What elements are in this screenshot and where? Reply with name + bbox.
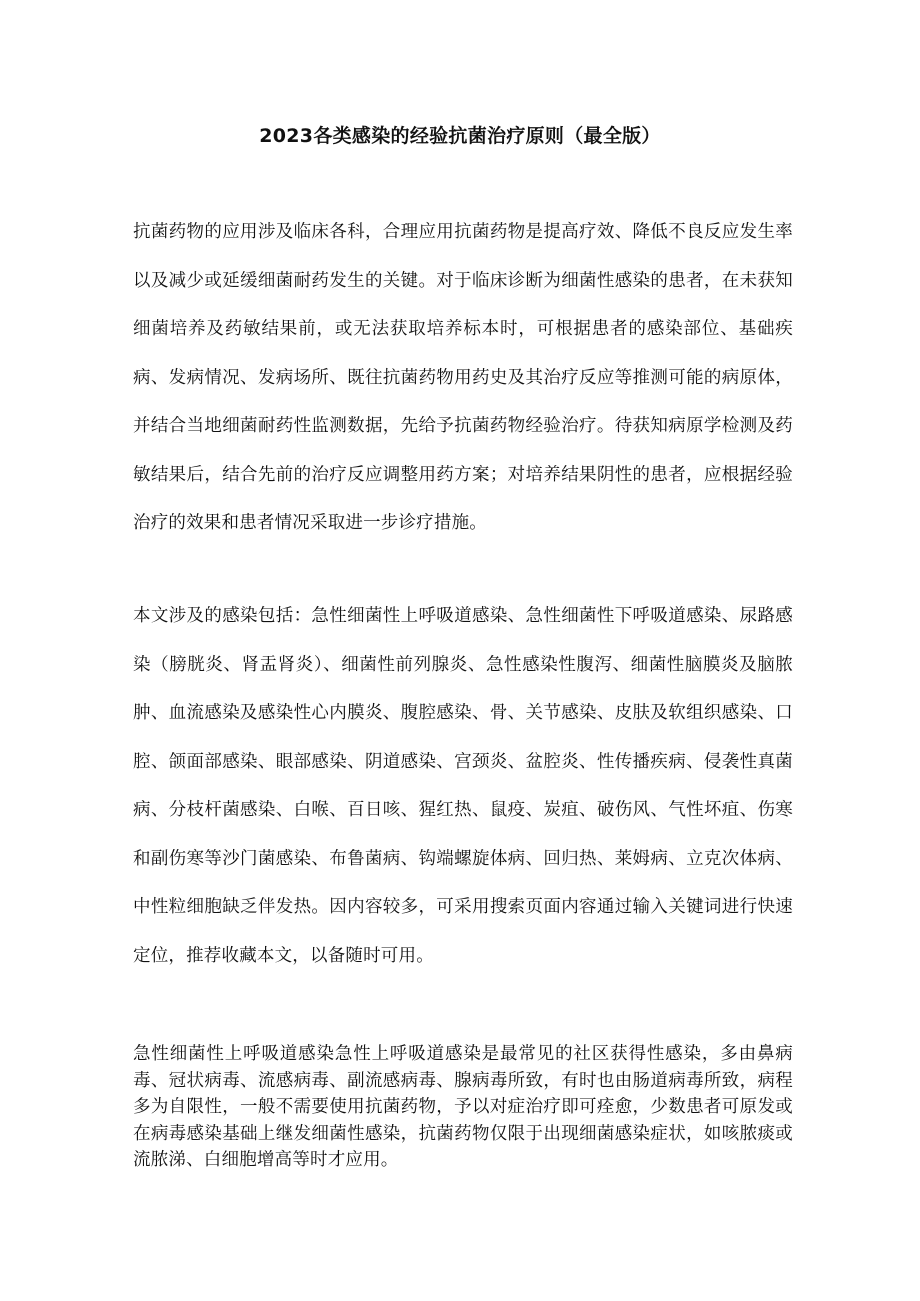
paragraph-upper-respiratory: 急性细菌性上呼吸道感染急性上呼吸道感染是最常见的社区获得性感染，多由鼻病毒、冠状病毒、流感病毒、副流感病毒、腺病毒所致，有时也由肠道病毒所致，病程多为自限性，一般不需要使用抗菌药物，予以对症治疗即可痊愈，少数患者可原发或在病毒感染基础上继发细菌性感染，抗菌药物仅限于出现细菌感染症状，如咳脓痰或流脓涕、白细胞增高等时才应用。 [133, 1044, 793, 1170]
paragraph-scope: 本文涉及的感染包括：急性细菌性上呼吸道感染、急性细菌性下呼吸道感染、尿路感染（膀胱炎、肾盂肾炎）、细菌性前列腺炎、急性感染性腹泻、细菌性脑膜炎及脑脓肿、血流感染及感染性心内膜炎、腹腔感染、骨、关节感染、皮肤及软组织感染、口腔、颌面部感染、眼部感染、阴道感染、宫颈炎、盆腔炎、性传播疾病、侵袭性真菌病、分枝杆菌感染、白喉、百日咳、猩红热、鼠疫、炭疽、破伤风、气性坏疽、伤寒和副伤寒等沙门菌感染、布鲁菌病、钩端螺旋体病、回归热、莱姆病、立克次体病、中性粒细胞缺乏伴发热。因内容较多，可采用搜索页面内容通过输入关键词进行快速定位，推荐收藏本文，以备随时可用。 [133, 606, 793, 966]
document-title: 2023各类感染的经验抗菌治疗原则（最全版） [259, 125, 661, 147]
paragraph-intro: 抗菌药物的应用涉及临床各科，合理应用抗菌药物是提高疗效、降低不良反应发生率以及减少或延缓细菌耐药发生的关键。对于临床诊断为细菌性感染的患者，在未获知细菌培养及药敏结果前，或无法获取培养标本时，可根据患者的感染部位、基础疾病、发病情况、发病场所、既往抗菌药物用药史及其治疗反应等推测可能的病原体，并结合当地细菌耐药性监测数据，先给予抗菌药物经验治疗。待获知病原学检测及药敏结果后，结合先前的治疗反应调整用药方案；对培养结果阴性的患者，应根据经验治疗的效果和患者情况采取进一步诊疗措施。 [133, 222, 793, 533]
